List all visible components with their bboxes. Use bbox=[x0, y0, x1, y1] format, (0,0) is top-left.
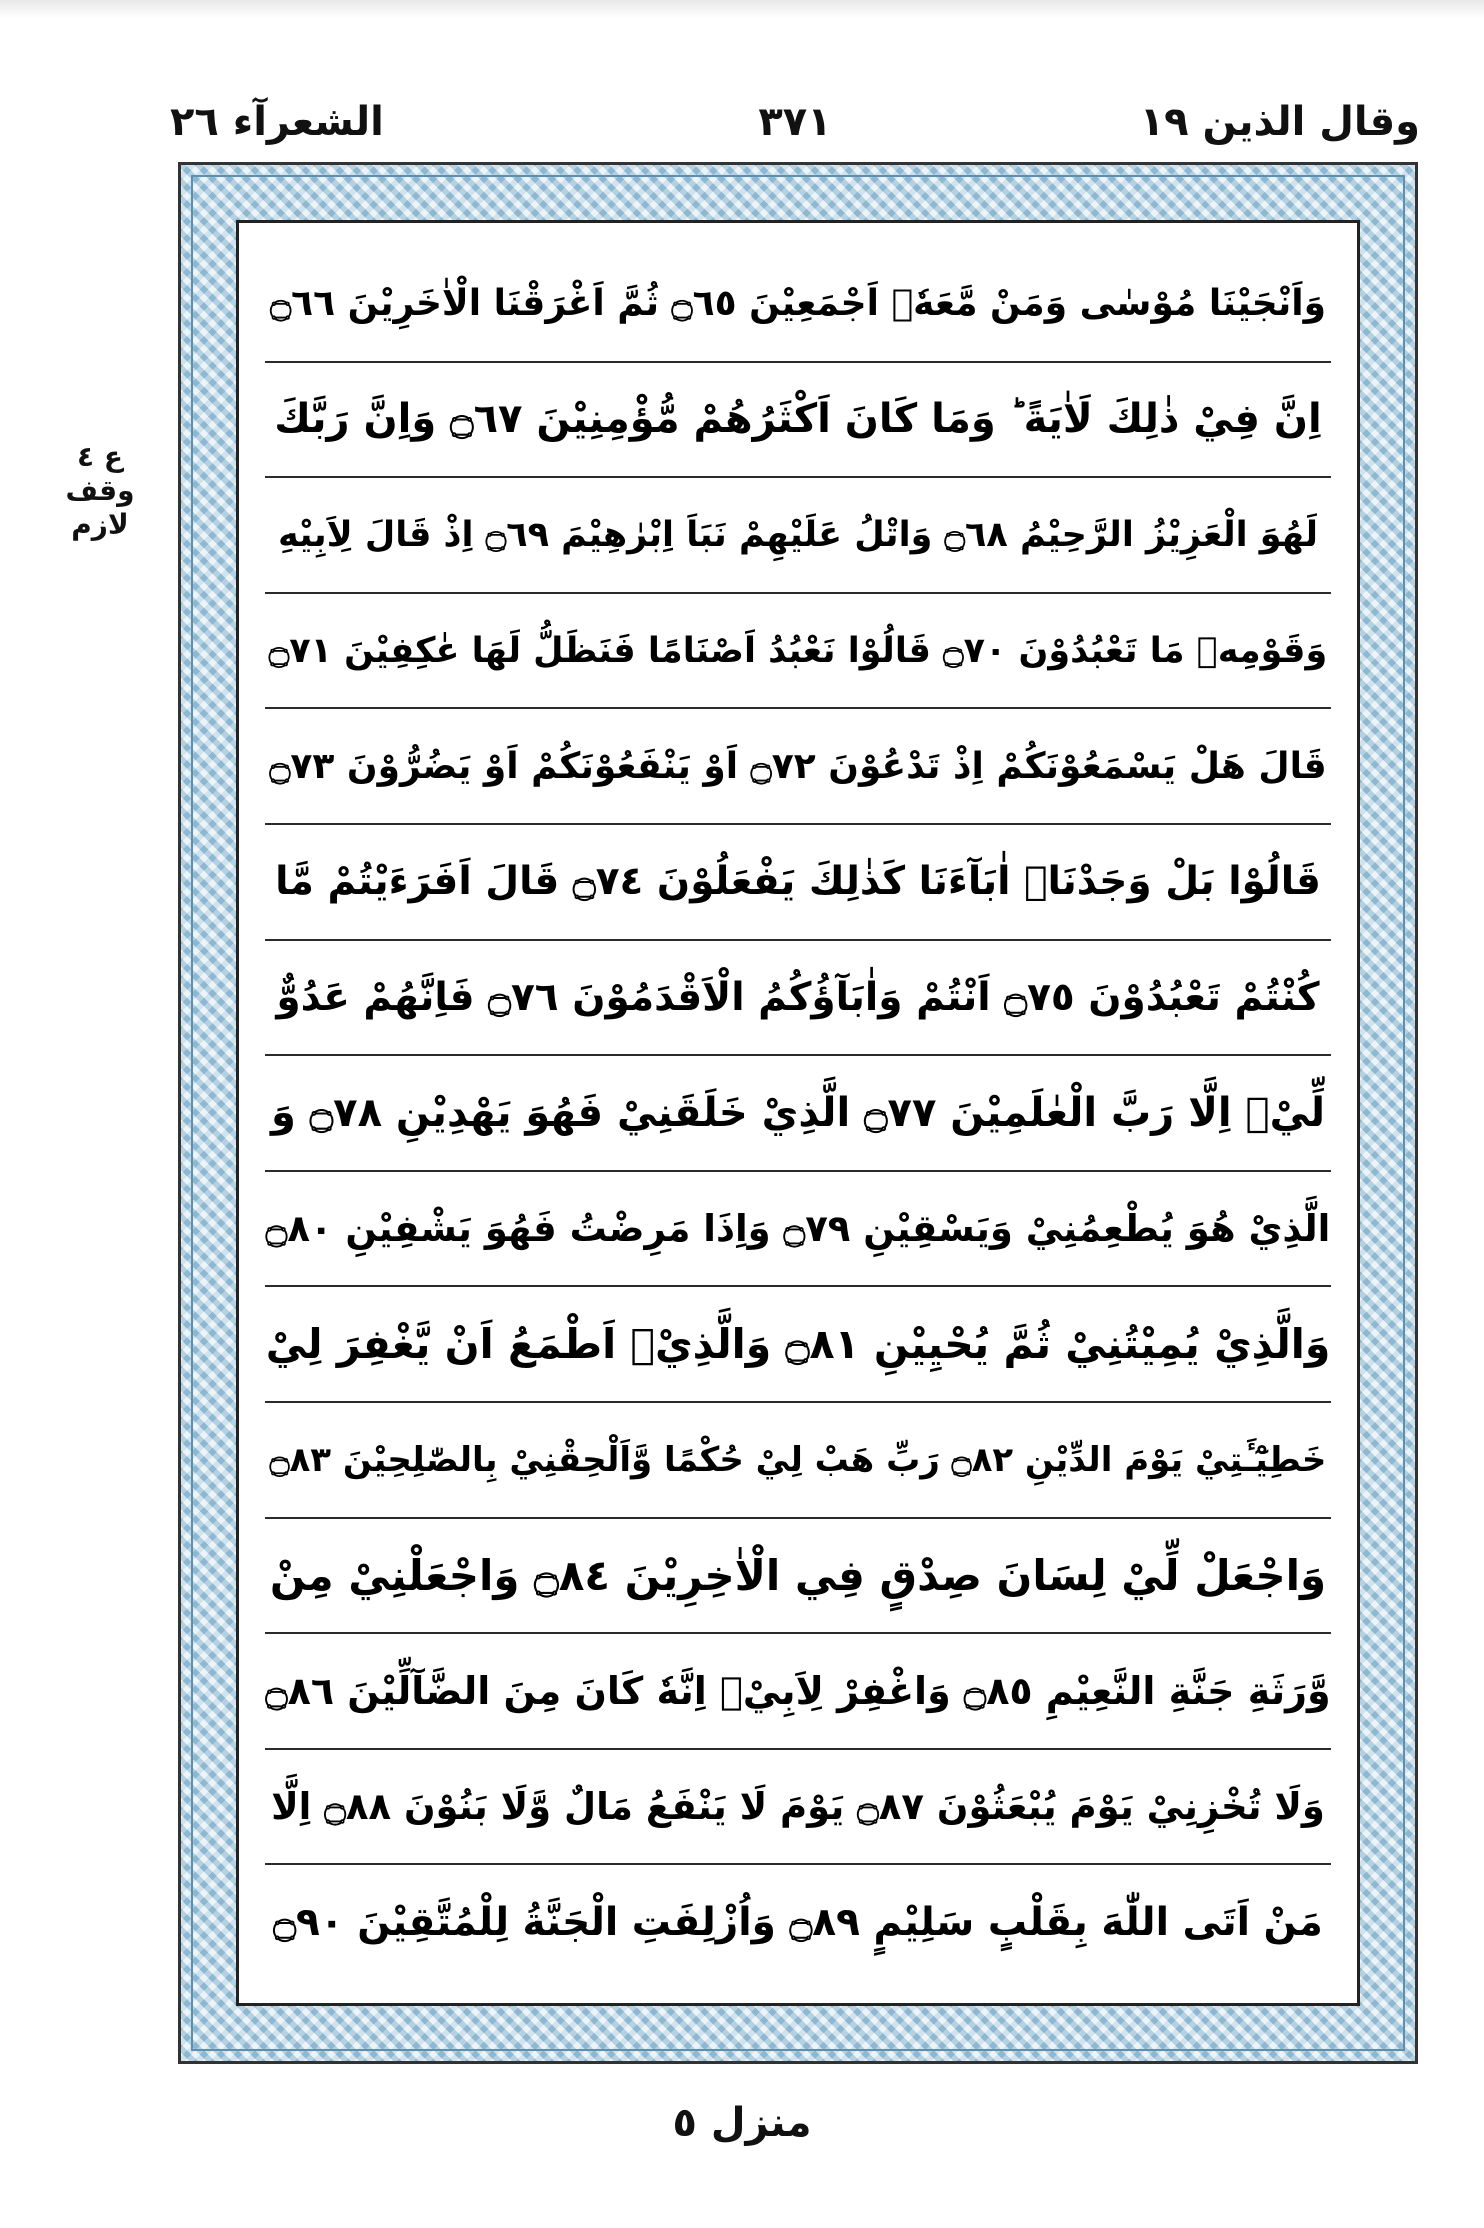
verse-line: وَقَوْمِهٖ مَا تَعْبُدُوْنَ ۝٧٠ قَالُوْا نَعْبُدُ اَصْنَامًا فَنَظَلُّ لَهَا عٰكِفِيْنَ ۝٧١ bbox=[265, 594, 1331, 710]
verse-line: لِّيْۤ اِلَّا رَبَّ الْعٰلَمِيْنَ ۝٧٧ الَّذِيْ خَلَقَنِيْ فَهُوَ يَهْدِيْنِ ۝٧٨ وَ bbox=[265, 1056, 1331, 1172]
verse-line: وَاجْعَلْ لِّيْ لِسَانَ صِدْقٍ فِي الْاٰخِرِيْنَ ۝٨٤ وَاجْعَلْنِيْ مِنْ bbox=[265, 1519, 1331, 1635]
verse-line: خَطِيْٓـَٔتِيْ يَوْمَ الدِّيْنِ ۝٨٢ رَبِّ هَبْ لِيْ حُكْمًا وَّاَلْحِقْنِيْ بِالصّٰلِحِيْنَ ۝٨٣ bbox=[265, 1403, 1331, 1519]
top-shade bbox=[0, 0, 1484, 18]
ruku-marker: ع ٤ bbox=[77, 440, 123, 473]
verse-line: اِنَّ فِيْ ذٰلِكَ لَاٰيَةً ؕ وَمَا كَانَ اَكْثَرُهُمْ مُّؤْمِنِيْنَ ۝٦٧ وَاِنَّ رَبَّكَ bbox=[265, 363, 1331, 479]
verse-line: قَالُوْا بَلْ وَجَدْنَاۤ اٰبَآءَنَا كَذٰلِكَ يَفْعَلُوْنَ ۝٧٤ قَالَ اَفَرَءَيْتُمْ مَّا bbox=[265, 825, 1331, 941]
verse-line: مَنْ اَتَى اللّٰهَ بِقَلْبٍ سَلِيْمٍ ۝٨٩ وَاُزْلِفَتِ الْجَنَّةُ لِلْمُتَّقِيْنَ ۝٩٠ bbox=[273, 1899, 1323, 1945]
verse-line: قَالَ هَلْ يَسْمَعُوْنَكُمْ اِذْ تَدْعُوْنَ ۝٧٢ اَوْ يَنْفَعُوْنَكُمْ اَوْ يَضُرُّوْنَ ۝٧٣ bbox=[265, 709, 1331, 825]
manzil-footer: منزل ٥ bbox=[672, 2100, 812, 2146]
juz-name: وقال الذين ١٩ bbox=[1139, 99, 1420, 145]
waqf-label: وقف لازم bbox=[65, 474, 135, 541]
page-number: ٣٧١ bbox=[758, 99, 832, 145]
verse-line: وَّرَثَةِ جَنَّةِ النَّعِيْمِ ۝٨٥ وَاغْفِرْ لِاَبِيْۤ اِنَّهٗ كَانَ مِنَ الضَّآلِّيْنَ ۝٨٦ bbox=[265, 1634, 1331, 1750]
margin-note bbox=[60, 440, 140, 542]
verse-line: وَلَا تُخْزِنِيْ يَوْمَ يُبْعَثُوْنَ ۝٨٧ يَوْمَ لَا يَنْفَعُ مَالٌ وَّلَا بَنُوْنَ ۝٨٨ اِلَّا bbox=[265, 1750, 1331, 1866]
verse-lines bbox=[265, 247, 1331, 1979]
verse-line: الَّذِيْ هُوَ يُطْعِمُنِيْ وَيَسْقِيْنِ ۝٧٩ وَاِذَا مَرِضْتُ فَهُوَ يَشْفِيْنِ ۝٨٠ bbox=[265, 1172, 1331, 1288]
verse-line: وَاَنْجَيْنَا مُوْسٰى وَمَنْ مَّعَهٗۤ اَجْمَعِيْنَ ۝٦٥ ثُمَّ اَغْرَقْنَا الْاٰخَرِيْنَ ۝٦٦ bbox=[265, 247, 1331, 363]
page-header bbox=[170, 92, 1420, 152]
verse-line: وَالَّذِيْ يُمِيْتُنِيْ ثُمَّ يُحْيِيْنِ ۝٨١ وَالَّذِيْۤ اَطْمَعُ اَنْ يَّغْفِرَ لِيْ bbox=[265, 1287, 1331, 1403]
text-panel bbox=[236, 220, 1360, 2006]
verse-line: لَهُوَ الْعَزِيْزُ الرَّحِيْمُ ۝٦٨ وَاتْلُ عَلَيْهِمْ نَبَاَ اِبْرٰهِيْمَ ۝٦٩ اِذْ قَالَ لِاَبِيْهِ bbox=[265, 478, 1331, 594]
ornamental-frame bbox=[178, 162, 1418, 2064]
verse-line: كُنْتُمْ تَعْبُدُوْنَ ۝٧٥ اَنْتُمْ وَاٰبَآؤُكُمُ الْاَقْدَمُوْنَ ۝٧٦ فَاِنَّهُمْ عَدُوٌّ bbox=[265, 941, 1331, 1057]
surah-name: الشعرآء ٢٦ bbox=[170, 99, 384, 145]
